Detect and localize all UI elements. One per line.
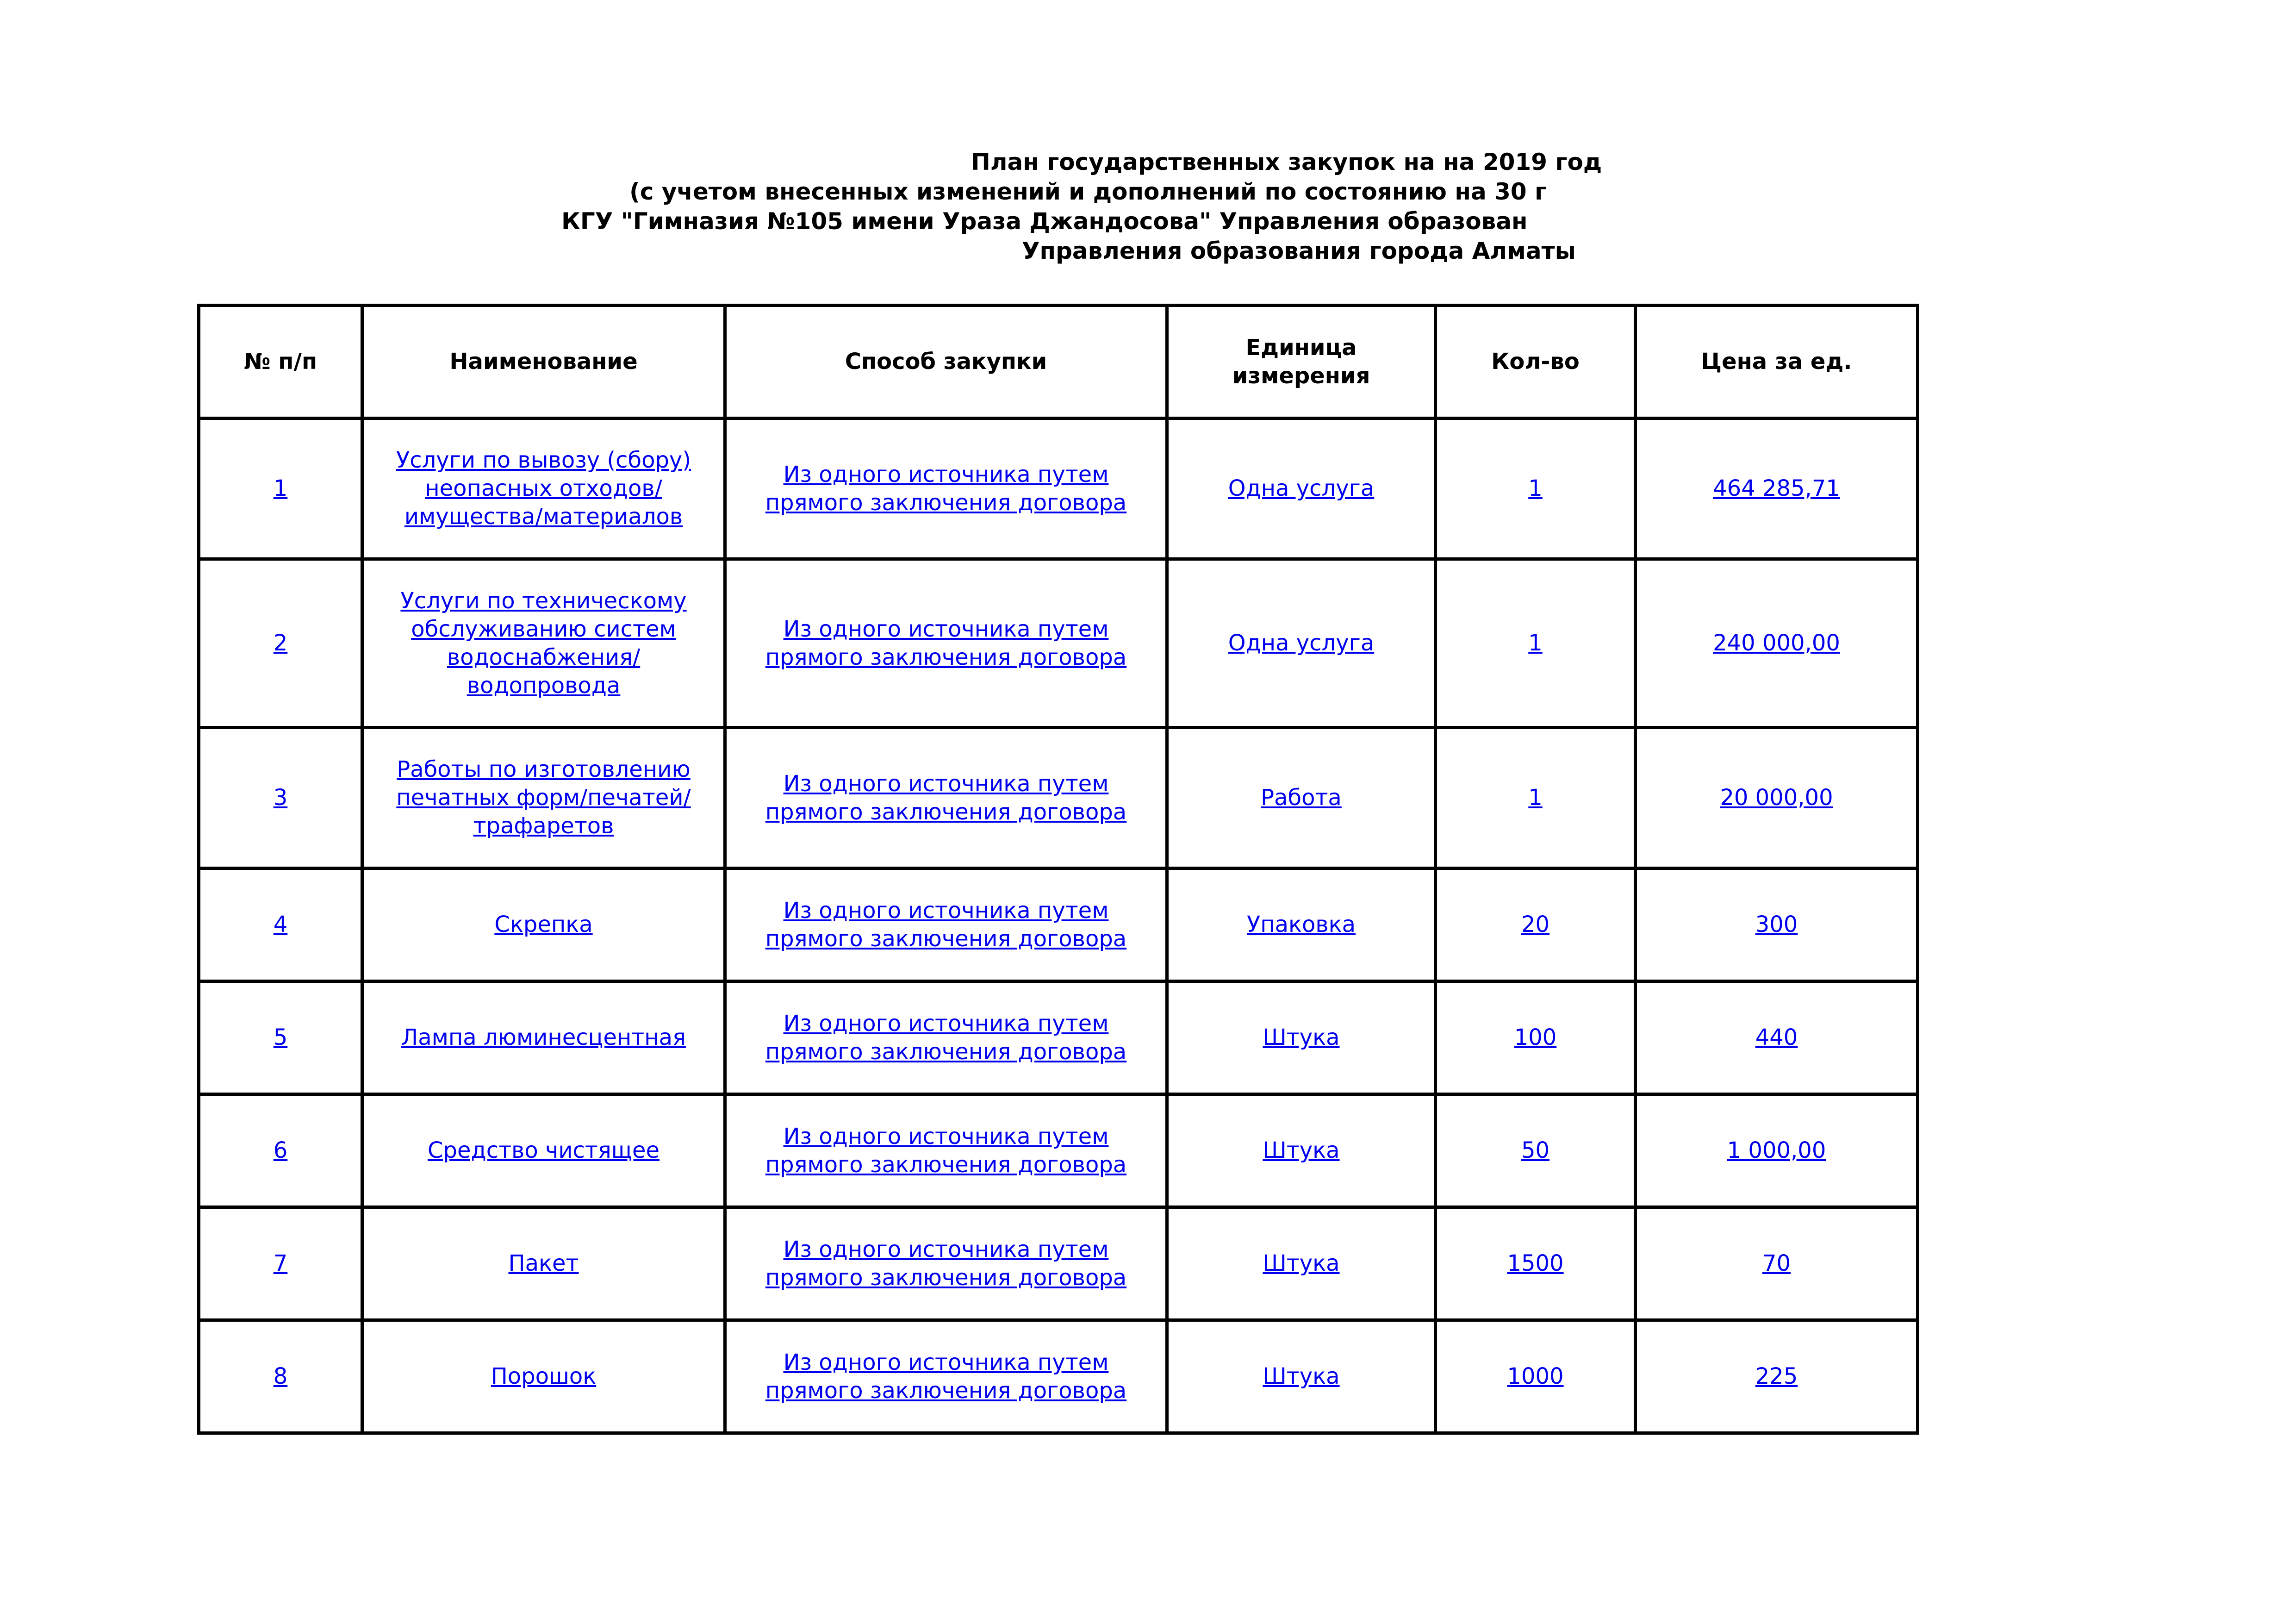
row-number-link[interactable]: 7 [273, 1250, 288, 1276]
table-cell-unit [1167, 868, 1436, 981]
procurement-method-link[interactable]: Из одного источника путем прямого заключения договора [765, 770, 1127, 825]
table-row [199, 868, 1918, 981]
table-cell-num [199, 981, 362, 1094]
column-header-quantity: Кол-во [1436, 306, 1636, 418]
table-cell-unit [1167, 1207, 1436, 1320]
item-name-link[interactable]: Средство чистящее [427, 1137, 660, 1163]
table-cell-name [362, 559, 725, 728]
column-header-method: Способ закупки [725, 306, 1167, 418]
table-header-row [199, 306, 1918, 418]
column-header-unit: Единица измерения [1167, 306, 1436, 418]
table-cell-num [199, 728, 362, 868]
table-body [199, 418, 1918, 1433]
row-number-link[interactable]: 8 [273, 1363, 288, 1389]
procurement-method-link[interactable]: Из одного источника путем прямого заключения договора [765, 1349, 1127, 1404]
table-cell-num [199, 868, 362, 981]
table-row [199, 1320, 1918, 1433]
quantity-link[interactable]: 1 [1528, 630, 1543, 656]
procurement-method-link[interactable]: Из одного источника путем прямого заключения договора [765, 461, 1127, 516]
item-name-link[interactable]: Скрепка [494, 912, 593, 937]
unit-price-link[interactable]: 70 [1762, 1250, 1791, 1276]
table-row [199, 1207, 1918, 1320]
quantity-link[interactable]: 100 [1514, 1024, 1557, 1050]
table-cell-method [725, 868, 1167, 981]
table-cell-name [362, 418, 725, 559]
document-subtitle: (с учетом внесенных изменений и дополнений по состоянию на 30 г [629, 178, 1547, 205]
unit-price-link[interactable]: 240 000,00 [1713, 630, 1840, 656]
item-name-link[interactable]: Услуги по техническому обслуживанию систем водоснабжения/водопровода [400, 587, 687, 699]
row-number-link[interactable]: 1 [273, 475, 288, 501]
unit-link[interactable]: Упаковка [1246, 912, 1356, 937]
quantity-link[interactable]: 1500 [1507, 1250, 1564, 1276]
table-cell-unit [1167, 1094, 1436, 1207]
item-name-link[interactable]: Услуги по вывозу (сбору) неопасных отходов/имущества/материалов [396, 447, 691, 530]
procurement-method-link[interactable]: Из одного источника путем прямого заключения договора [765, 1010, 1127, 1065]
table-cell-method [725, 559, 1167, 728]
table-cell-method [725, 981, 1167, 1094]
quantity-link[interactable]: 50 [1521, 1137, 1550, 1163]
table-cell-name [362, 981, 725, 1094]
table-cell-price [1636, 559, 1918, 728]
department-name: Управления образования города Алматы [1022, 237, 1576, 264]
table-cell-qty [1436, 1094, 1636, 1207]
table-cell-unit [1167, 981, 1436, 1094]
table-cell-qty [1436, 868, 1636, 981]
table-cell-qty [1436, 1207, 1636, 1320]
table-row [199, 728, 1918, 868]
document-title: План государственных закупок на на 2019 год [971, 149, 1602, 175]
quantity-link[interactable]: 1000 [1507, 1363, 1564, 1389]
procurement-method-link[interactable]: Из одного источника путем прямого заключения договора [765, 616, 1127, 670]
quantity-link[interactable]: 20 [1521, 912, 1550, 937]
unit-link[interactable]: Работа [1261, 785, 1342, 811]
column-header-name: Наименование [362, 306, 725, 418]
row-number-link[interactable]: 5 [273, 1024, 288, 1050]
table-row [199, 1094, 1918, 1207]
unit-link[interactable]: Штука [1263, 1024, 1340, 1050]
quantity-link[interactable]: 1 [1528, 785, 1543, 811]
table-row [199, 559, 1918, 728]
table-cell-price [1636, 981, 1918, 1094]
procurement-method-link[interactable]: Из одного источника путем прямого заключения договора [765, 1236, 1127, 1291]
unit-link[interactable]: Одна услуга [1228, 475, 1375, 501]
table-cell-price [1636, 418, 1918, 559]
table-cell-qty [1436, 418, 1636, 559]
column-header-number: № п/п [199, 306, 362, 418]
item-name-link[interactable]: Работы по изготовлению печатных форм/печатей/трафаретов [396, 756, 691, 839]
procurement-method-link[interactable]: Из одного источника путем прямого заключения договора [765, 897, 1127, 952]
item-name-link[interactable]: Лампа люминесцентная [401, 1024, 686, 1050]
unit-link[interactable]: Одна услуга [1228, 630, 1375, 656]
row-number-link[interactable]: 4 [273, 912, 288, 937]
procurement-table [197, 304, 1919, 1435]
table-cell-price [1636, 1207, 1918, 1320]
table-cell-method [725, 1320, 1167, 1433]
table-cell-qty [1436, 559, 1636, 728]
unit-link[interactable]: Штука [1263, 1137, 1340, 1163]
row-number-link[interactable]: 2 [273, 630, 288, 656]
unit-price-link[interactable]: 225 [1755, 1363, 1798, 1389]
unit-price-link[interactable]: 1 000,00 [1727, 1137, 1826, 1163]
table-cell-name [362, 1094, 725, 1207]
table-cell-price [1636, 1094, 1918, 1207]
unit-link[interactable]: Штука [1263, 1363, 1340, 1389]
unit-price-link[interactable]: 464 285,71 [1713, 475, 1840, 501]
item-name-link[interactable]: Порошок [491, 1363, 597, 1389]
table-cell-name [362, 728, 725, 868]
unit-price-link[interactable]: 440 [1755, 1024, 1798, 1050]
table-cell-qty [1436, 981, 1636, 1094]
table-cell-price [1636, 1320, 1918, 1433]
table-cell-method [725, 728, 1167, 868]
table-row [199, 981, 1918, 1094]
quantity-link[interactable]: 1 [1528, 475, 1543, 501]
table-cell-unit [1167, 559, 1436, 728]
table-cell-name [362, 1320, 725, 1433]
table-cell-num [199, 418, 362, 559]
table-cell-qty [1436, 1320, 1636, 1433]
unit-price-link[interactable]: 300 [1755, 912, 1798, 937]
table-cell-num [199, 1320, 362, 1433]
table-cell-unit [1167, 1320, 1436, 1433]
table-row [199, 418, 1918, 559]
table-cell-method [725, 1094, 1167, 1207]
table-cell-method [725, 1207, 1167, 1320]
row-number-link[interactable]: 6 [273, 1137, 288, 1163]
table-cell-unit [1167, 728, 1436, 868]
table-cell-num [199, 559, 362, 728]
item-name-link[interactable]: Пакет [508, 1250, 579, 1276]
table-cell-name [362, 868, 725, 981]
procurement-method-link[interactable]: Из одного источника путем прямого заключения договора [765, 1123, 1127, 1178]
unit-price-link[interactable]: 20 000,00 [1720, 785, 1833, 811]
table-cell-price [1636, 728, 1918, 868]
column-header-price: Цена за ед. [1636, 306, 1918, 418]
row-number-link[interactable]: 3 [273, 785, 288, 811]
organization-name: КГУ "Гимназия №105 имени Ураза Джандосова" Управления образован [561, 208, 1528, 235]
unit-link[interactable]: Штука [1263, 1250, 1340, 1276]
table-cell-price [1636, 868, 1918, 981]
table-cell-num [199, 1207, 362, 1320]
table-cell-method [725, 418, 1167, 559]
table-cell-num [199, 1094, 362, 1207]
table-cell-unit [1167, 418, 1436, 559]
table-cell-qty [1436, 728, 1636, 868]
table-cell-name [362, 1207, 725, 1320]
